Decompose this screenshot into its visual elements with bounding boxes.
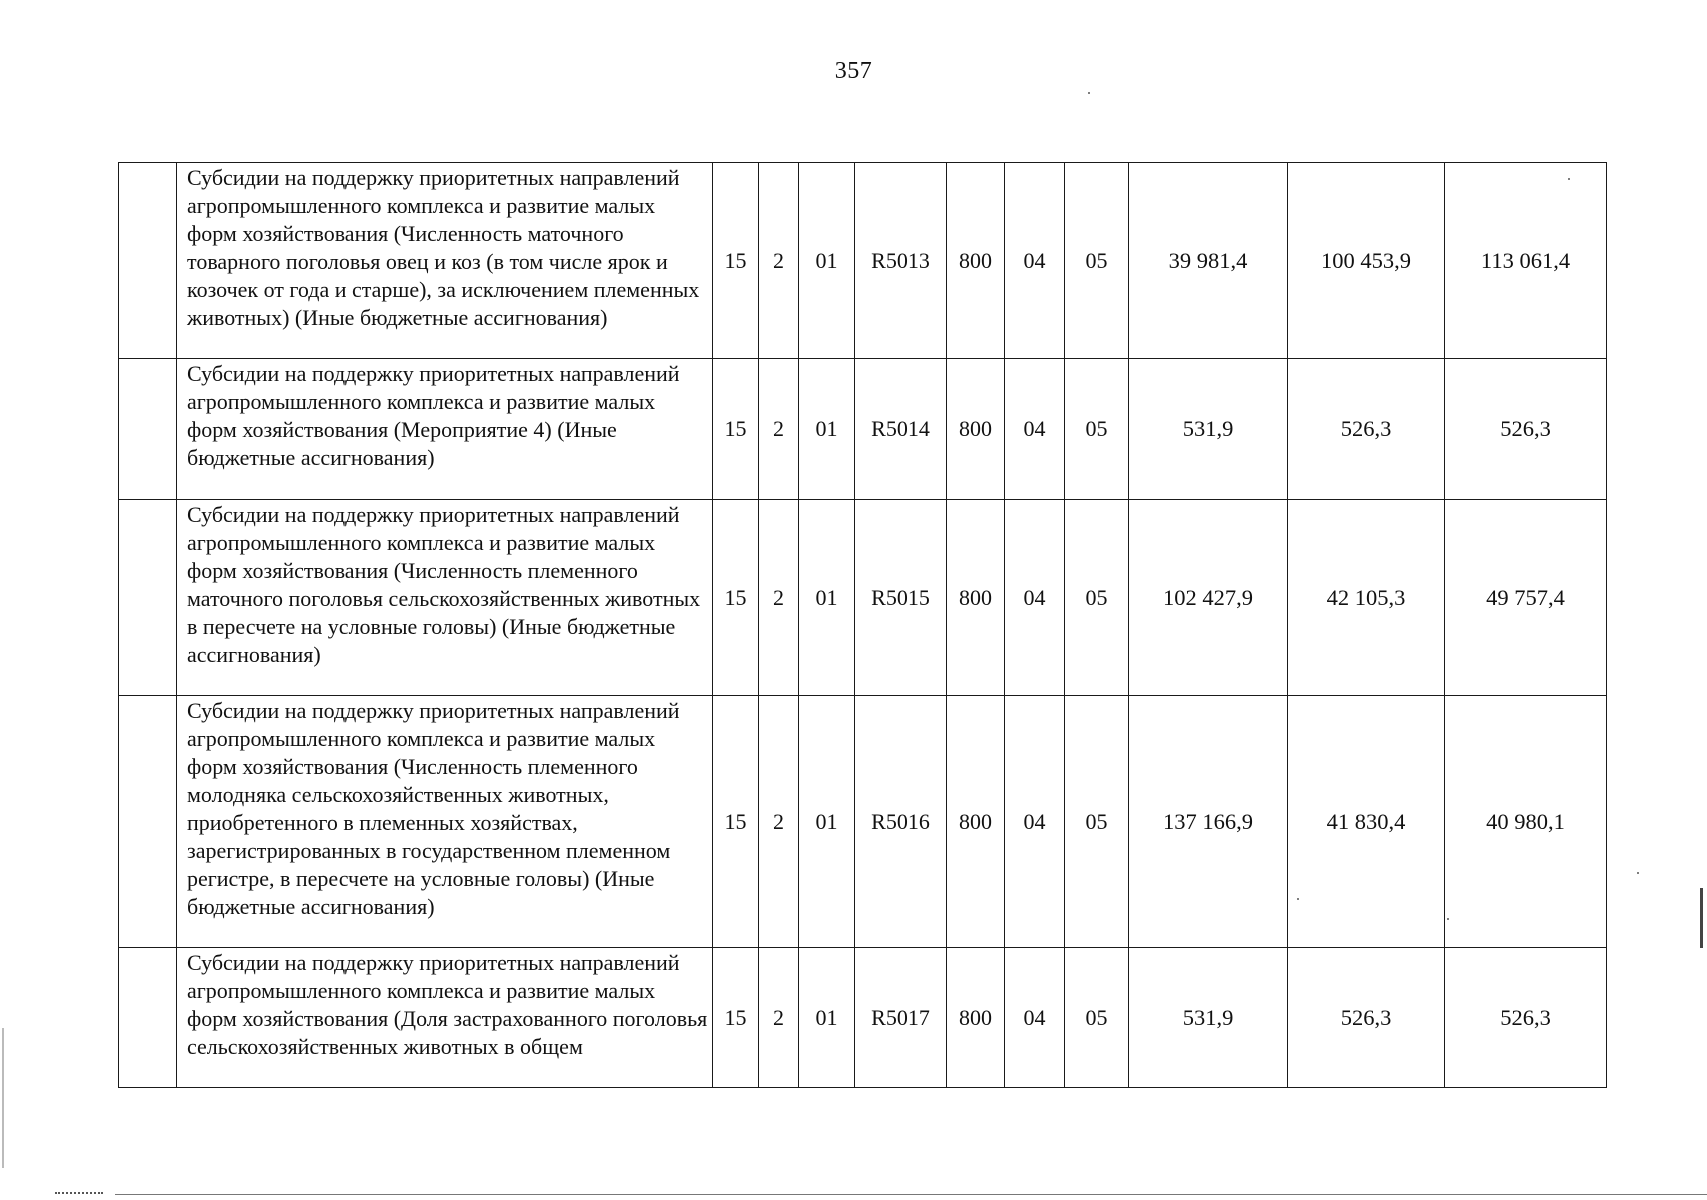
code-cell: R5013	[855, 163, 947, 359]
code-cell: 2	[759, 359, 799, 500]
code-cell: 05	[1065, 948, 1129, 1088]
amount-cell: 526,3	[1445, 359, 1607, 500]
scan-speck	[1637, 872, 1639, 874]
code-cell: 15	[713, 696, 759, 948]
code-cell: 04	[1005, 696, 1065, 948]
code-cell: 800	[947, 696, 1005, 948]
budget-table	[118, 162, 1607, 1088]
code-cell: 01	[799, 696, 855, 948]
code-cell: R5015	[855, 500, 947, 696]
code-cell: 800	[947, 163, 1005, 359]
code-cell: 05	[1065, 163, 1129, 359]
amount-cell: 531,9	[1129, 359, 1288, 500]
scan-speck	[1088, 92, 1090, 94]
row-description: Субсидии на поддержку приоритетных направлений агропромышленного комплекса и развитие малых форм хозяйствования (Численность племенного молодняка сельскохозяйственных животных, приобретенного в племенных хозяйствах, зарегистрированных в государственном племенном регистре, в пересчете на условные головы) (Иные бюджетные ассигнования)	[177, 696, 713, 948]
code-cell: R5016	[855, 696, 947, 948]
table-row	[119, 163, 1607, 359]
empty-cell	[119, 696, 177, 948]
amount-cell: 526,3	[1288, 948, 1445, 1088]
code-cell: 2	[759, 500, 799, 696]
code-cell: 800	[947, 500, 1005, 696]
amount-cell: 102 427,9	[1129, 500, 1288, 696]
code-cell: 01	[799, 359, 855, 500]
code-cell: 04	[1005, 359, 1065, 500]
code-cell: 2	[759, 163, 799, 359]
code-cell: R5014	[855, 359, 947, 500]
code-cell: 800	[947, 359, 1005, 500]
row-description: Субсидии на поддержку приоритетных направлений агропромышленного комплекса и развитие малых форм хозяйствования (Численность племенного маточного поголовья сельскохозяйственных животных в пересчете на условные головы) (Иные бюджетные ассигнования)	[177, 500, 713, 696]
code-cell: 800	[947, 948, 1005, 1088]
code-cell: 04	[1005, 500, 1065, 696]
amount-cell: 49 757,4	[1445, 500, 1607, 696]
row-description: Субсидии на поддержку приоритетных направлений агропромышленного комплекса и развитие малых форм хозяйствования (Численность маточного товарного поголовья овец и коз (в том числе ярок и козочек от года и старше), за исключением племенных животных) (Иные бюджетные ассигнования)	[177, 163, 713, 359]
amount-cell: 137 166,9	[1129, 696, 1288, 948]
amount-cell: 41 830,4	[1288, 696, 1445, 948]
code-cell: 01	[799, 948, 855, 1088]
amount-cell: 40 980,1	[1445, 696, 1607, 948]
amount-cell: 39 981,4	[1129, 163, 1288, 359]
code-cell: 04	[1005, 163, 1065, 359]
amount-cell: 531,9	[1129, 948, 1288, 1088]
amount-cell: 100 453,9	[1288, 163, 1445, 359]
amount-cell: 526,3	[1288, 359, 1445, 500]
code-cell: 15	[713, 359, 759, 500]
empty-cell	[119, 500, 177, 696]
code-cell: R5017	[855, 948, 947, 1088]
code-cell: 15	[713, 948, 759, 1088]
code-cell: 04	[1005, 948, 1065, 1088]
code-cell: 2	[759, 696, 799, 948]
table-row	[119, 500, 1607, 696]
code-cell: 05	[1065, 500, 1129, 696]
code-cell: 01	[799, 500, 855, 696]
scan-bottom-rule	[115, 1194, 1707, 1195]
amount-cell: 526,3	[1445, 948, 1607, 1088]
empty-cell	[119, 948, 177, 1088]
empty-cell	[119, 163, 177, 359]
row-description: Субсидии на поддержку приоритетных направлений агропромышленного комплекса и развитие малых форм хозяйствования (Мероприятие 4) (Иные бюджетные ассигнования)	[177, 359, 713, 500]
amount-cell: 42 105,3	[1288, 500, 1445, 696]
empty-cell	[119, 359, 177, 500]
scan-edge-mark	[1700, 888, 1703, 948]
code-cell: 15	[713, 163, 759, 359]
scan-edge-mark	[2, 1028, 4, 1168]
scan-dash-mark	[55, 1192, 103, 1196]
table-row	[119, 948, 1607, 1088]
code-cell: 01	[799, 163, 855, 359]
code-cell: 05	[1065, 696, 1129, 948]
table-row	[119, 359, 1607, 500]
page-number: 357	[834, 58, 873, 84]
row-description: Субсидии на поддержку приоритетных направлений агропромышленного комплекса и развитие малых форм хозяйствования (Доля застрахованного поголовья сельскохозяйственных животных в общем	[177, 948, 713, 1088]
code-cell: 15	[713, 500, 759, 696]
amount-cell: 113 061,4	[1445, 163, 1607, 359]
table-row	[119, 696, 1607, 948]
code-cell: 2	[759, 948, 799, 1088]
code-cell: 05	[1065, 359, 1129, 500]
